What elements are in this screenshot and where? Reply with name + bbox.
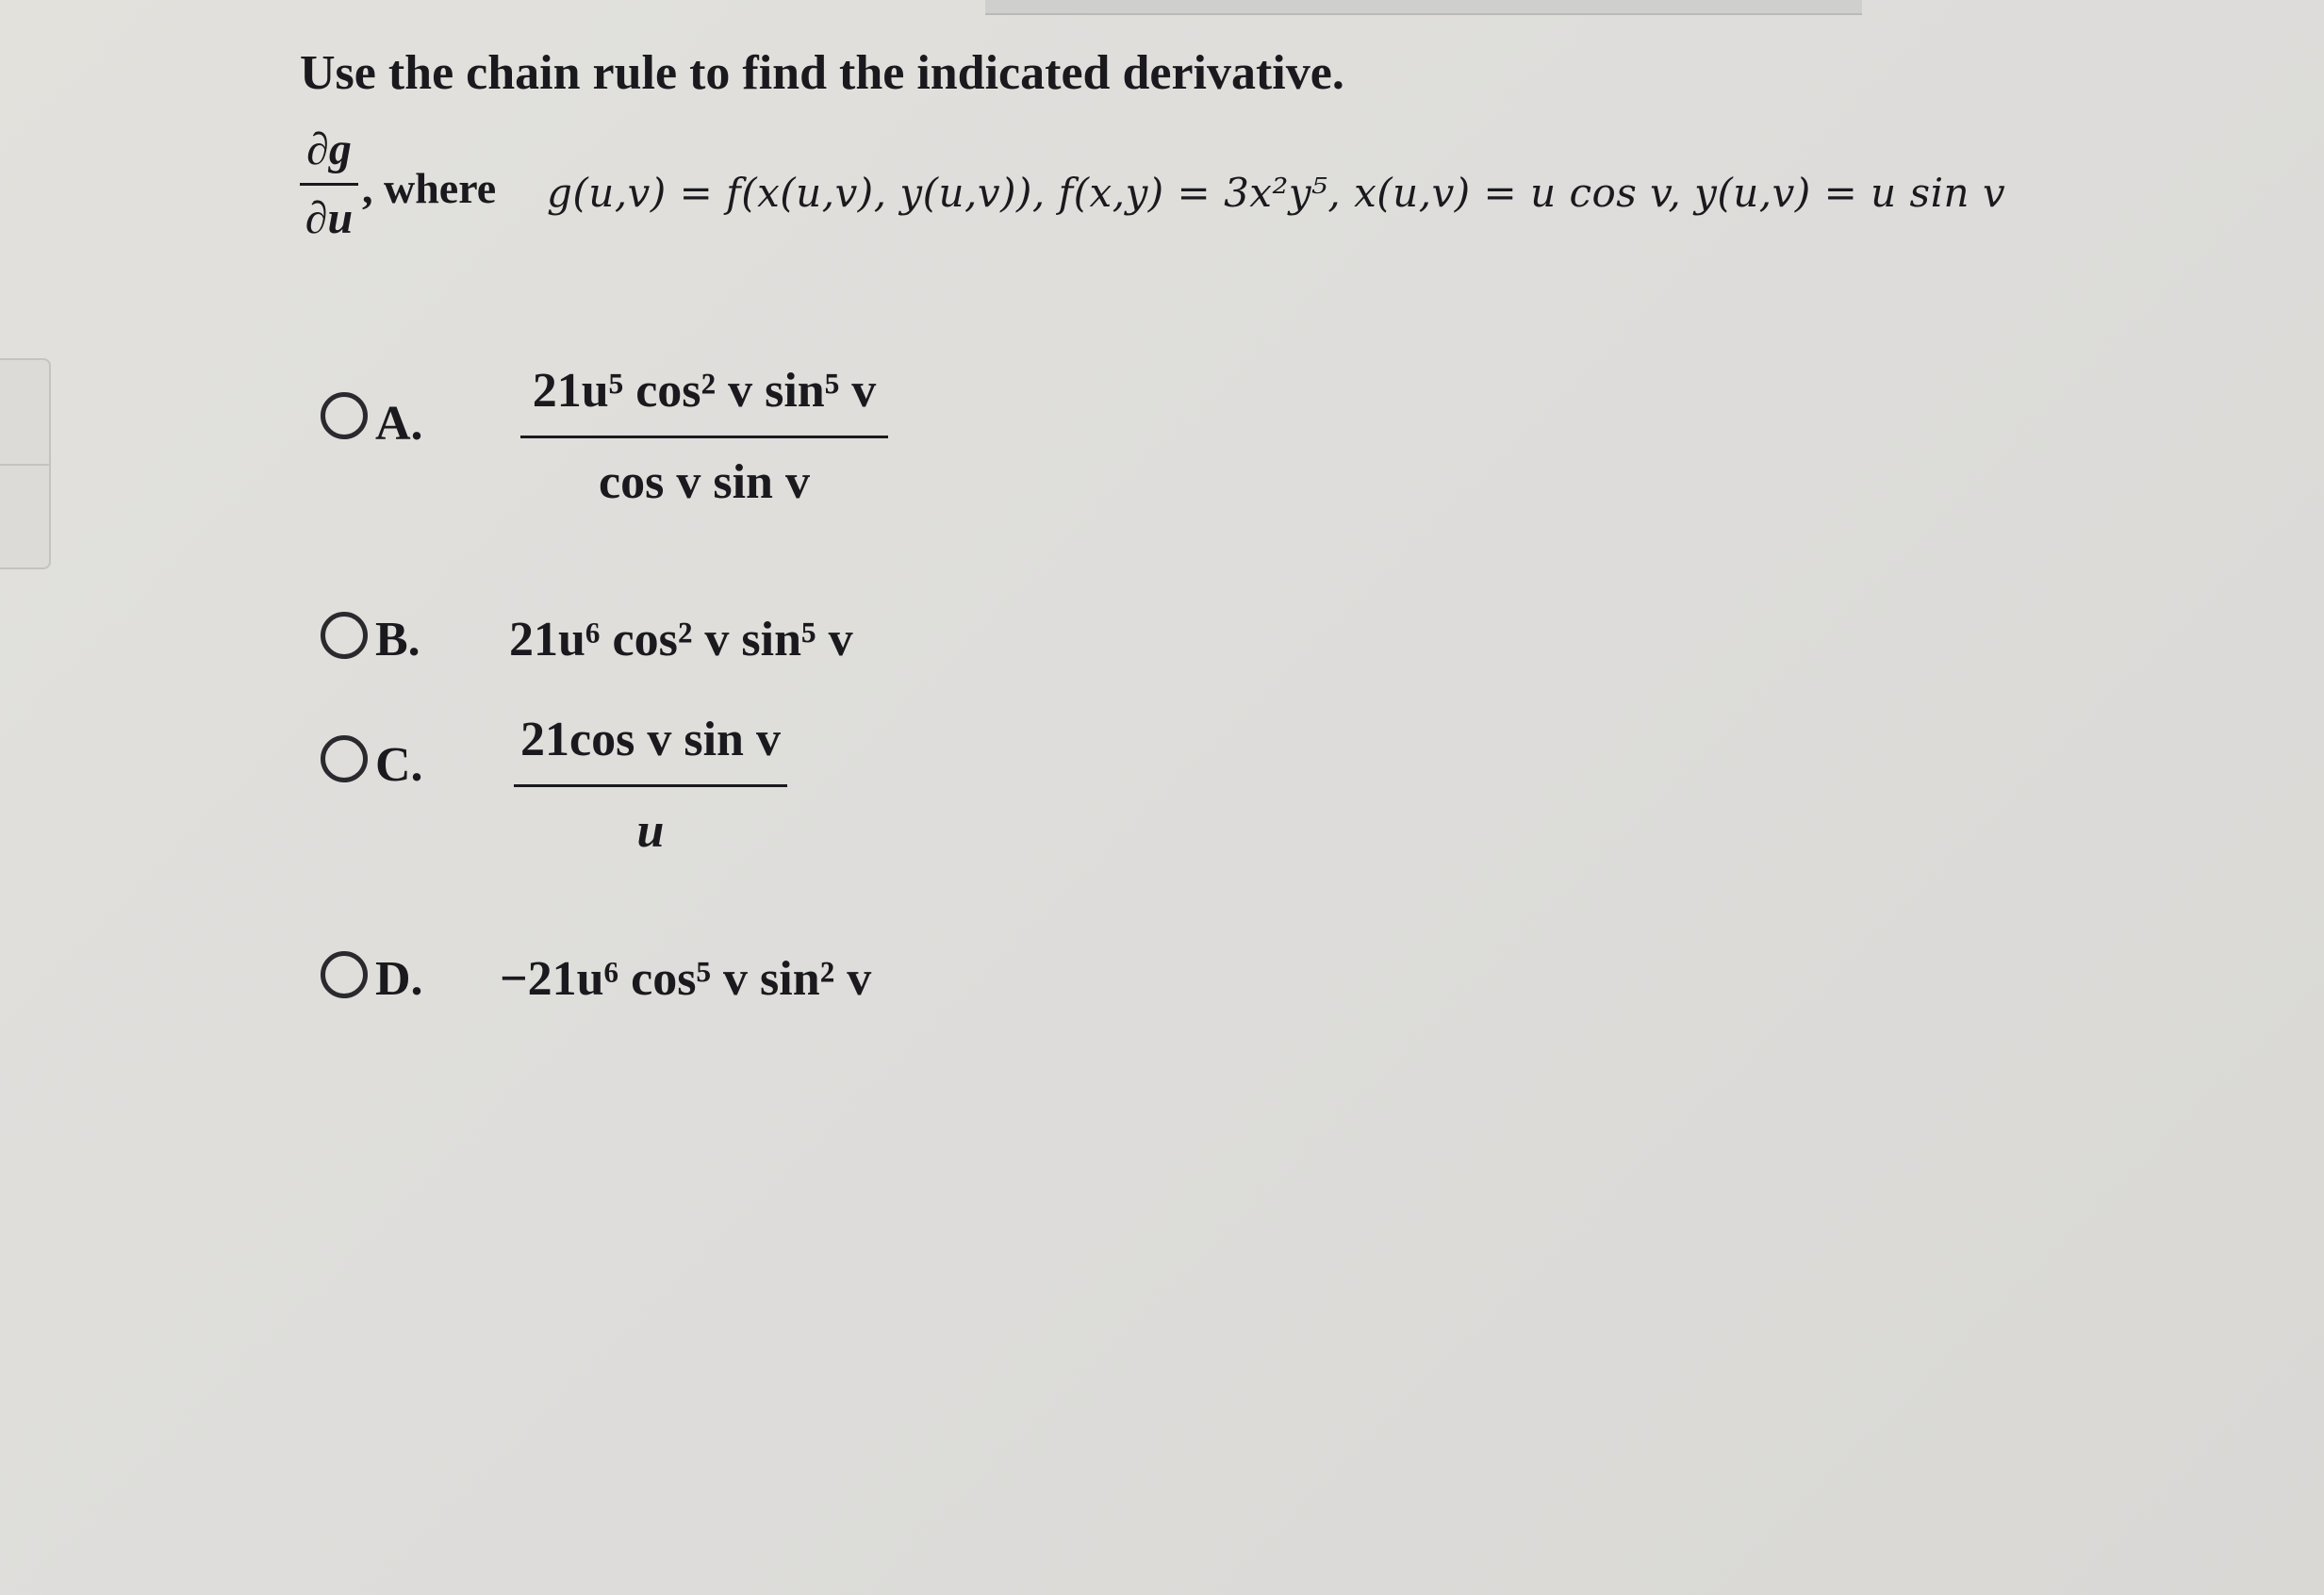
option-d-letter: D. [375,952,423,1006]
option-c-letter: C. [375,738,423,792]
option-c-fraction-bar [514,784,787,787]
option-a-fraction [520,358,888,516]
question-title: Use the chain rule to find the indicated derivative. [300,46,1344,100]
option-b-expression: 21u⁶ cos² v sin⁵ v [509,613,853,666]
where-label: , where [362,164,497,212]
option-b[interactable] [321,599,981,674]
option-c-denominator: u [636,804,665,858]
option-d-radio[interactable] [321,951,368,998]
top-toolbar-strip [985,0,1862,15]
partial-numerator: ∂g [306,124,352,174]
fraction-bar [300,183,358,186]
partial-derivative-fraction [300,121,358,248]
side-panel-divider [0,464,49,466]
option-a[interactable] [321,358,981,556]
option-a-denominator: cos v sin v [599,455,810,509]
option-b-radio[interactable] [321,612,368,659]
option-c[interactable] [321,713,981,924]
option-a-letter: A. [375,397,423,451]
function-definitions: g(u,v) = f(x(u,v), y(u,v)), f(x,y) = 3x²y⁵, x(u,v) = u cos v, y(u,v) = u sin v [547,170,2006,216]
option-b-letter: B. [375,613,420,666]
side-panel-tab[interactable] [0,358,51,569]
option-c-radio[interactable] [321,735,368,782]
partial-denominator: ∂u [305,193,354,243]
option-a-fraction-bar [520,436,888,438]
option-d-expression: −21u⁶ cos⁵ v sin² v [500,952,872,1006]
option-a-numerator: 21u⁵ cos² v sin⁵ v [532,364,877,418]
option-d[interactable] [321,938,999,1013]
option-c-numerator: 21cos v sin v [520,713,781,766]
option-c-fraction [514,707,787,864]
option-a-radio[interactable] [321,392,368,439]
